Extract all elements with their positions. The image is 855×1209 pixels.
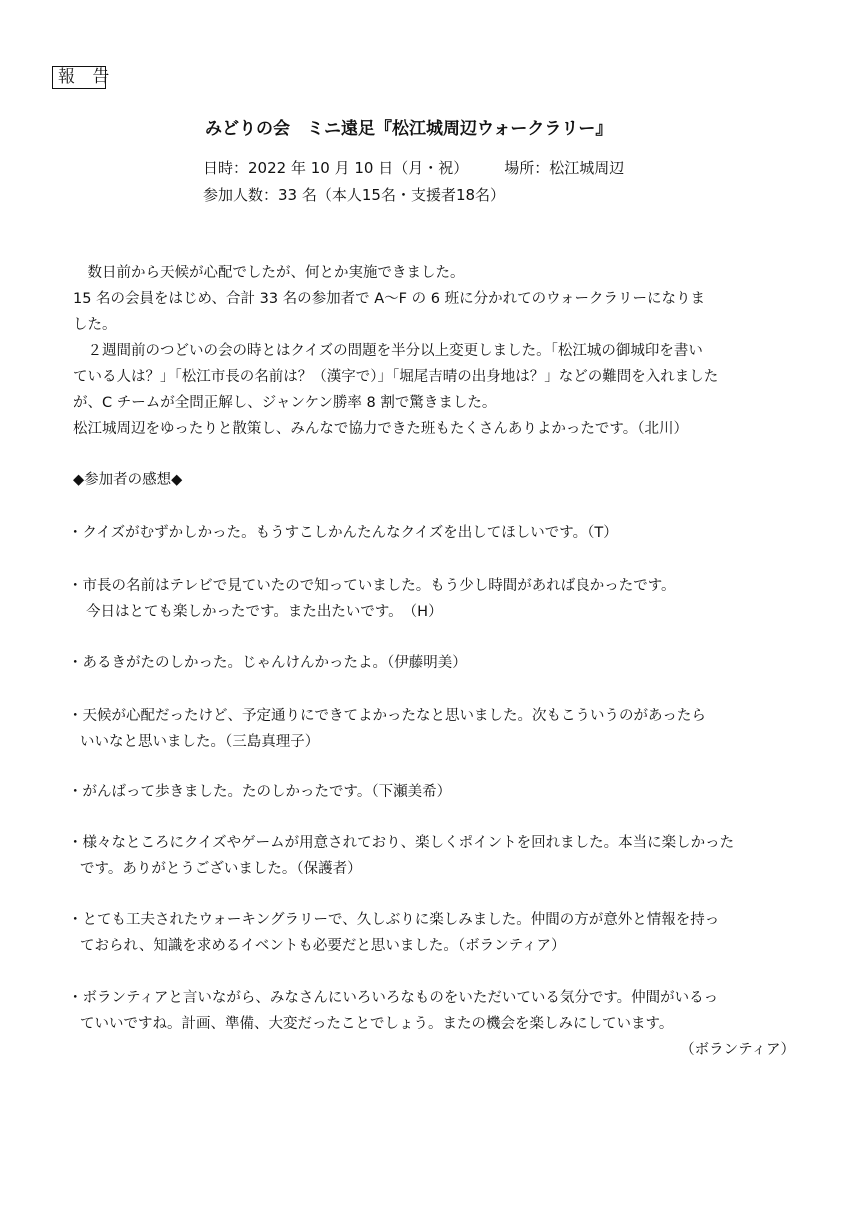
comment-attribution: （ボランティア） [680, 1042, 795, 1058]
intro-line: ている人は？」「松江市長の名前は？（漢字で）」「堀尾吉晴の出身地は？」などの難問を入れました [73, 369, 719, 385]
comment-line: いいなと思いました。（三島真理子） [80, 734, 320, 750]
intro-line: 松江城周辺をゆったりと散策し、みんなで協力できた班もたくさんありよかったです。（北川） [73, 421, 688, 437]
comment-line: ・市長の名前はテレビで見ていたので知っていました。もう少し時間があれば良かったです。 [68, 578, 676, 594]
participants-count: 参加人数：33 名（本人15名・支援者18名） [203, 186, 506, 204]
comment-line: 今日はとても楽しかったです。また出たいです。 （H） [86, 604, 443, 620]
report-label: 報 告 [52, 66, 106, 89]
comment-line: ・クイズがむずかしかった。もうすこしかんたんなクイズを出してほしいです。（T） [68, 525, 618, 541]
comment-item [68, 830, 813, 882]
date-place-line [203, 156, 624, 180]
comment-item [68, 703, 813, 755]
intro-line: が、C チームが全問正解し、ジャンケン勝率 8 割で驚きました。 [73, 395, 497, 411]
comment-line: ・ボランティアと言いながら、みなさんにいろいろなものをいただいている気分です。仲間がいるっ [68, 990, 719, 1006]
comment-line: ておられ、知識を求めるイベントも必要だと思いました。（ボランティア） [80, 938, 566, 954]
comment-item [68, 985, 813, 1063]
event-title: みどりの会 ミニ遠足『松江城周辺ウォークラリー』 [205, 119, 613, 139]
comment-line: ・がんばって歩きました。たのしかったです。（下瀬美希） [68, 784, 452, 800]
comment-item [68, 779, 813, 805]
comment-line: ・あるきがたのしかった。じゃんけんかったよ。（伊藤明美） [68, 655, 467, 671]
comment-line: です。ありがとうございました。（保護者） [80, 861, 362, 877]
intro-line: ２週間前のつどいの会の時とはクイズの問題を半分以上変更しました。「松江城の御城印を書い [73, 343, 703, 359]
comments-heading: ◆参加者の感想◆ [73, 472, 183, 488]
intro-line: した。 [73, 317, 117, 333]
comment-line: ・とても工夫されたウォーキングラリーで、久しぶりに楽しみました。仲間の方が意外と情報を持っ [68, 912, 720, 928]
intro-line: 15 名の会員をはじめ、合計 33 名の参加者で A～F の 6 班に分かれてのウォークラリーになりま [73, 291, 705, 307]
event-date: 日時：2022 年 10 月 10 日（月・祝） [203, 159, 469, 177]
comment-item [68, 907, 813, 959]
comment-item [68, 520, 813, 546]
comment-item [68, 573, 813, 625]
comment-line: ・天候が心配だったけど、予定通りにできてよかったなと思いました。次もこういうのがあったら [68, 708, 706, 724]
comment-line: ・様々なところにクイズやゲームが用意されており、楽しくポイントを回れました。本当に楽しかった [68, 835, 735, 851]
event-place: 場所：松江城周辺 [504, 159, 625, 177]
comment-item [68, 650, 813, 676]
comment-line: ていいですね。計画、準備、大変だったことでしょう。またの機会を楽しみにしています。 [80, 1016, 674, 1032]
intro-paragraph [73, 260, 813, 442]
intro-line: 数日前から天候が心配でしたが、何とか実施できました。 [73, 265, 465, 281]
